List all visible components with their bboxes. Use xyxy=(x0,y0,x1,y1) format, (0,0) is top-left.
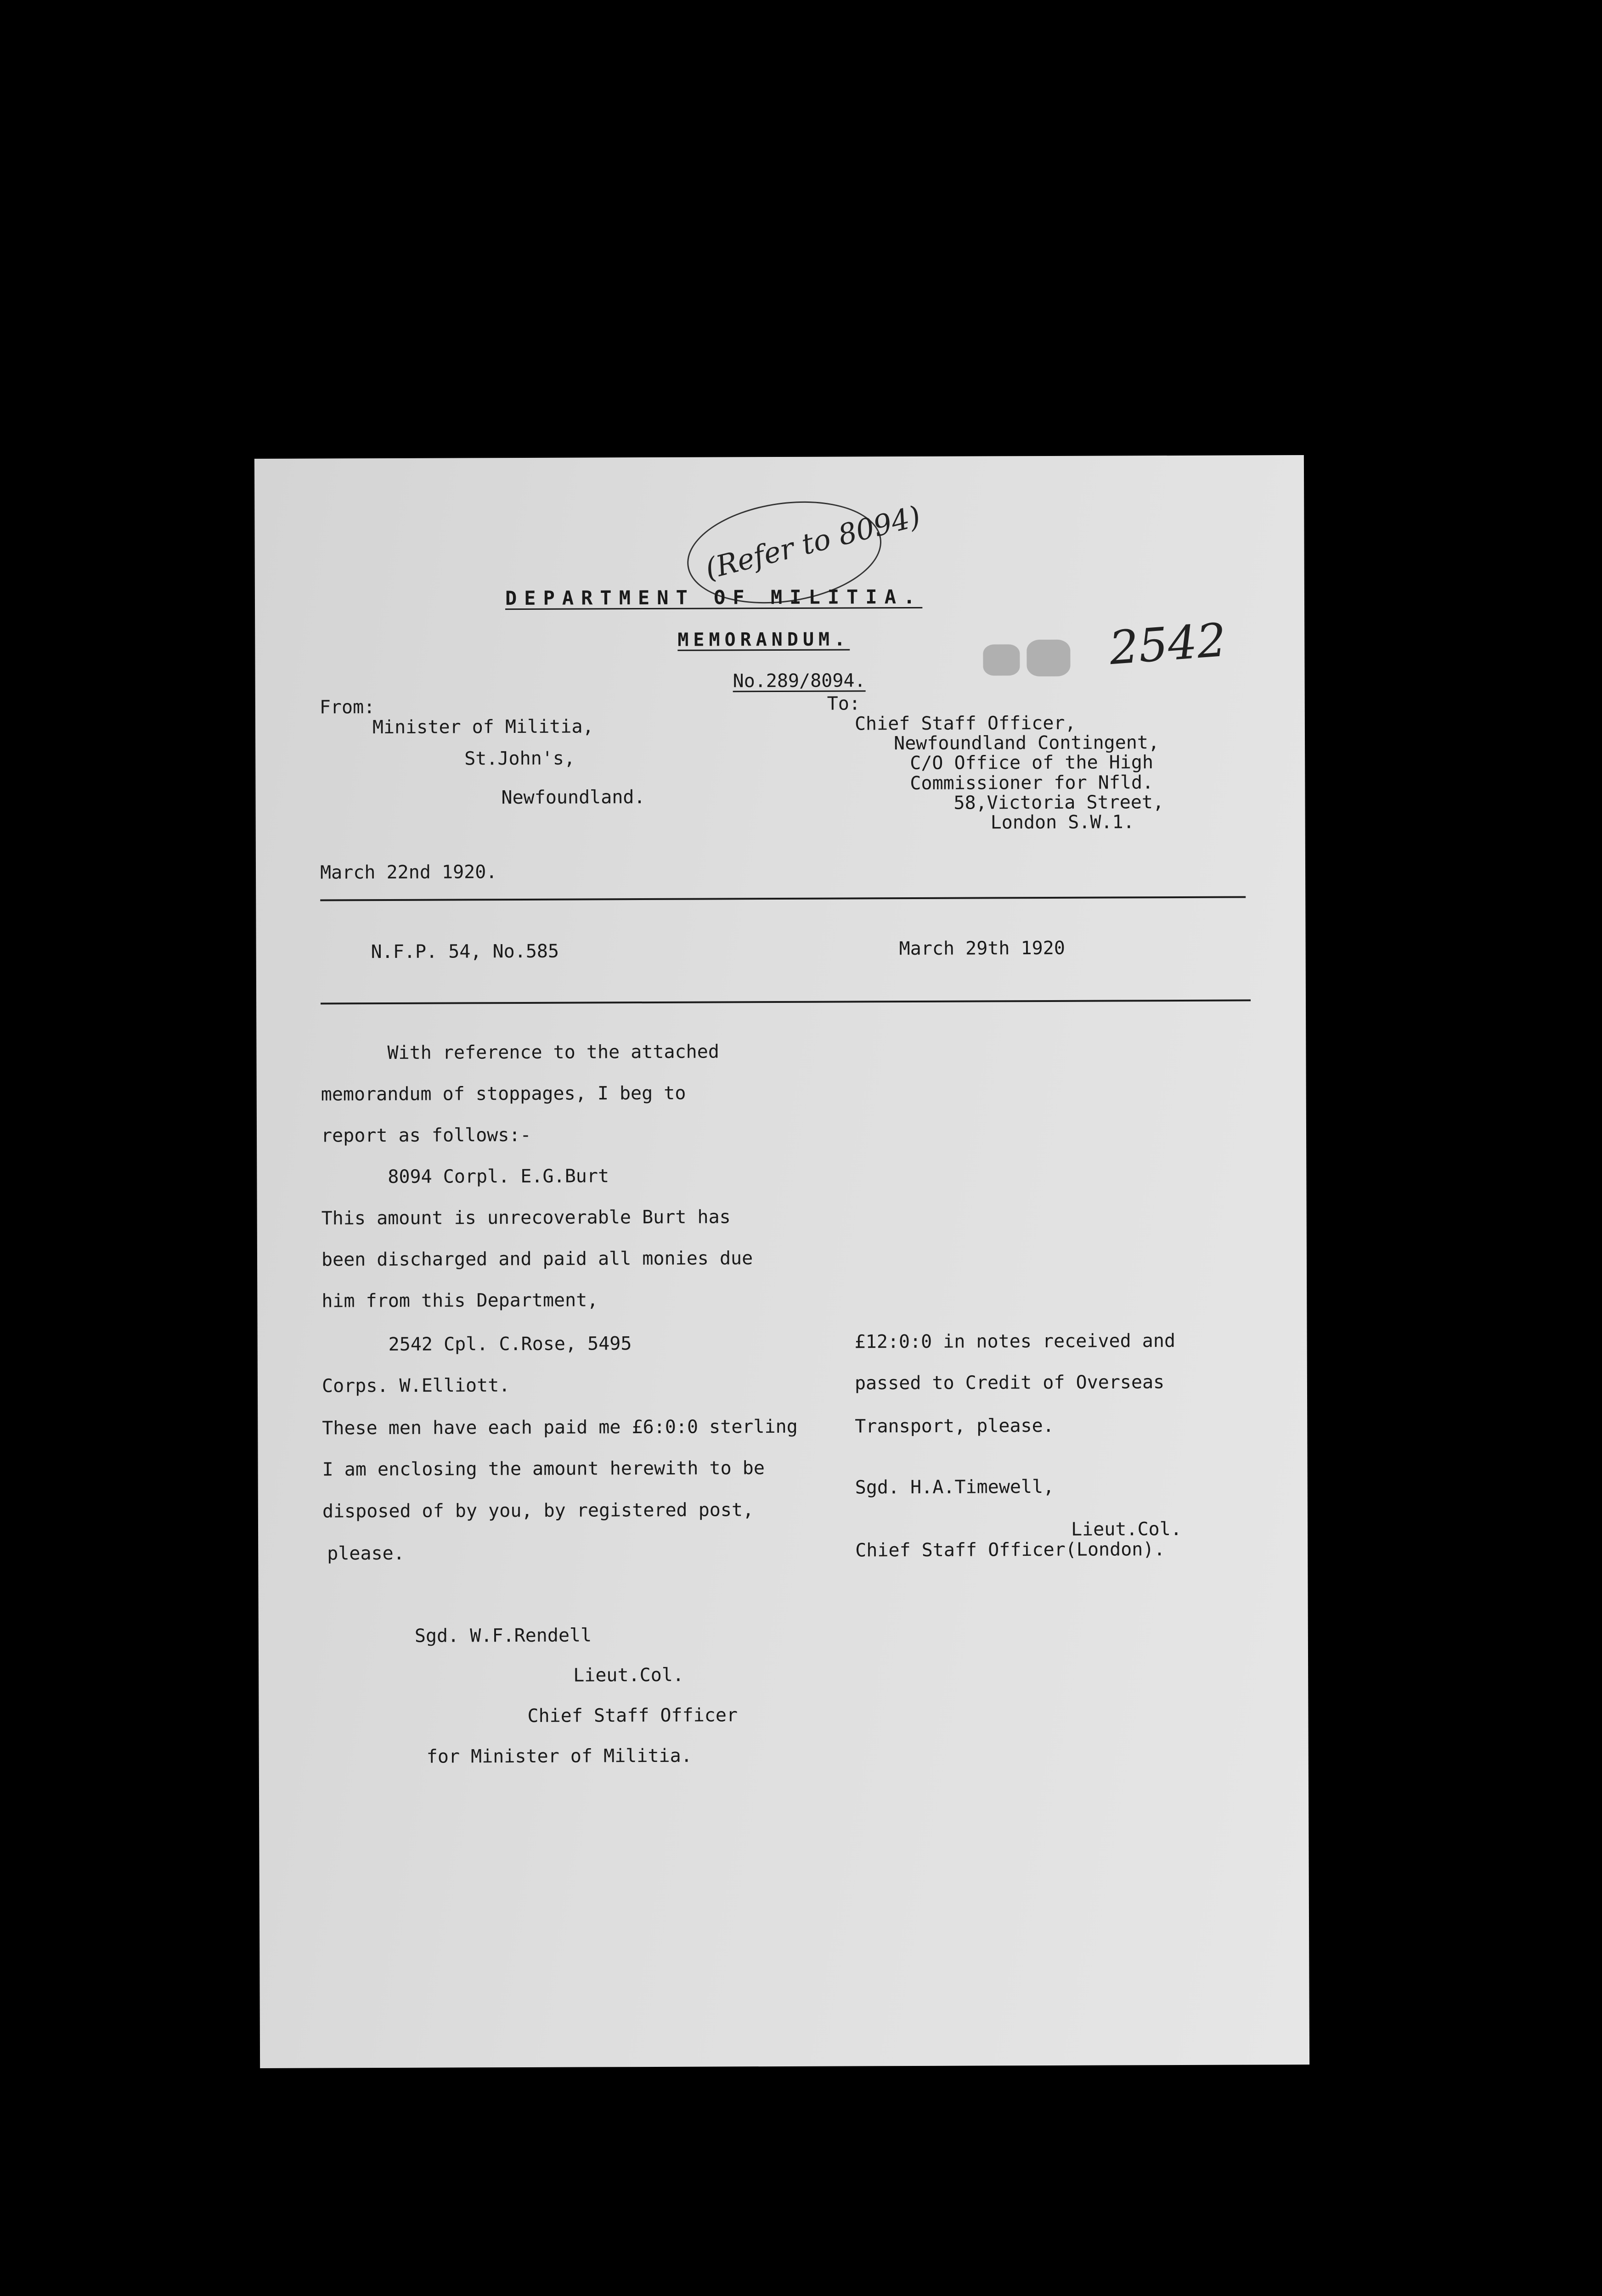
to-line-4: Commissioner for Nfld. xyxy=(910,772,1154,794)
signature-name: Sgd. W.F.Rendell xyxy=(414,1625,592,1647)
to-label: To: xyxy=(827,693,861,715)
to-line-3: C/O Office of the High xyxy=(910,752,1154,774)
divider-bottom xyxy=(321,999,1251,1004)
to-line-5: 58,Victoria Street, xyxy=(953,792,1164,814)
reply-signature-rank: Lieut.Col. xyxy=(1071,1518,1182,1540)
memorandum-sheet xyxy=(254,455,1309,2068)
stamp-smudge-2 xyxy=(1027,640,1070,676)
from-label: From: xyxy=(319,697,375,718)
reply-signature-title: Chief Staff Officer(London). xyxy=(855,1539,1165,1561)
stamp-smudge-1 xyxy=(983,644,1020,675)
body-line-9: Corps. W.Elliott. xyxy=(322,1375,510,1397)
memo-number: No.289/8094. xyxy=(733,670,866,692)
reply-date: March 29th 1920 xyxy=(899,937,1065,960)
body-line-6: been discharged and paid all monies due xyxy=(321,1248,753,1271)
memorandum-subheading: MEMORANDUM. xyxy=(677,629,850,651)
department-heading: DEPARTMENT OF MILITIA. xyxy=(505,585,923,610)
handwritten-file-number: 2542 xyxy=(1107,613,1228,675)
body-line-13: please. xyxy=(327,1542,405,1564)
body-line-1: With reference to the attached xyxy=(387,1041,719,1064)
signature-title: Chief Staff Officer xyxy=(527,1705,738,1727)
body-line-4: 8094 Corpl. E.G.Burt xyxy=(388,1165,609,1187)
signature-for: for Minister of Militia. xyxy=(426,1745,692,1767)
body-line-12: disposed of by you, by registered post, xyxy=(322,1499,754,1522)
reply-line-1: £12:0:0 in notes received and xyxy=(854,1330,1176,1353)
body-line-2: memorandum of stoppages, I beg to xyxy=(321,1082,686,1105)
memo-date: March 22nd 1920. xyxy=(320,861,497,884)
from-line-1: Minister of Militia, xyxy=(372,716,594,738)
from-line-3: Newfoundland. xyxy=(501,787,645,809)
body-line-5: This amount is unrecoverable Burt has xyxy=(321,1206,731,1229)
body-line-10: These men have each paid me £6:0:0 sterling xyxy=(322,1416,798,1439)
reply-line-2: passed to Credit of Overseas xyxy=(854,1372,1165,1394)
body-line-3: report as follows:- xyxy=(321,1124,531,1147)
body-line-8: 2542 Cpl. C.Rose, 5495 xyxy=(388,1333,632,1355)
to-line-2: Newfoundland Contingent, xyxy=(893,732,1160,754)
to-line-6: London S.W.1. xyxy=(990,811,1134,833)
from-line-2: St.John's, xyxy=(464,748,575,770)
ink-stamp-mark xyxy=(983,640,1082,679)
body-line-11: I am enclosing the amount herewith to be xyxy=(322,1458,765,1480)
to-line-1: Chief Staff Officer, xyxy=(854,712,1076,735)
handwritten-refer-note: (Refer to 8094) xyxy=(701,499,924,586)
signature-rank: Lieut.Col. xyxy=(573,1664,684,1686)
reply-signature-name: Sgd. H.A.Timewell, xyxy=(855,1476,1055,1498)
divider-top xyxy=(320,896,1246,901)
reference-number: N.F.P. 54, No.585 xyxy=(371,940,559,963)
reply-line-3: Transport, please. xyxy=(855,1415,1054,1437)
body-line-7: him from this Department, xyxy=(322,1289,598,1312)
